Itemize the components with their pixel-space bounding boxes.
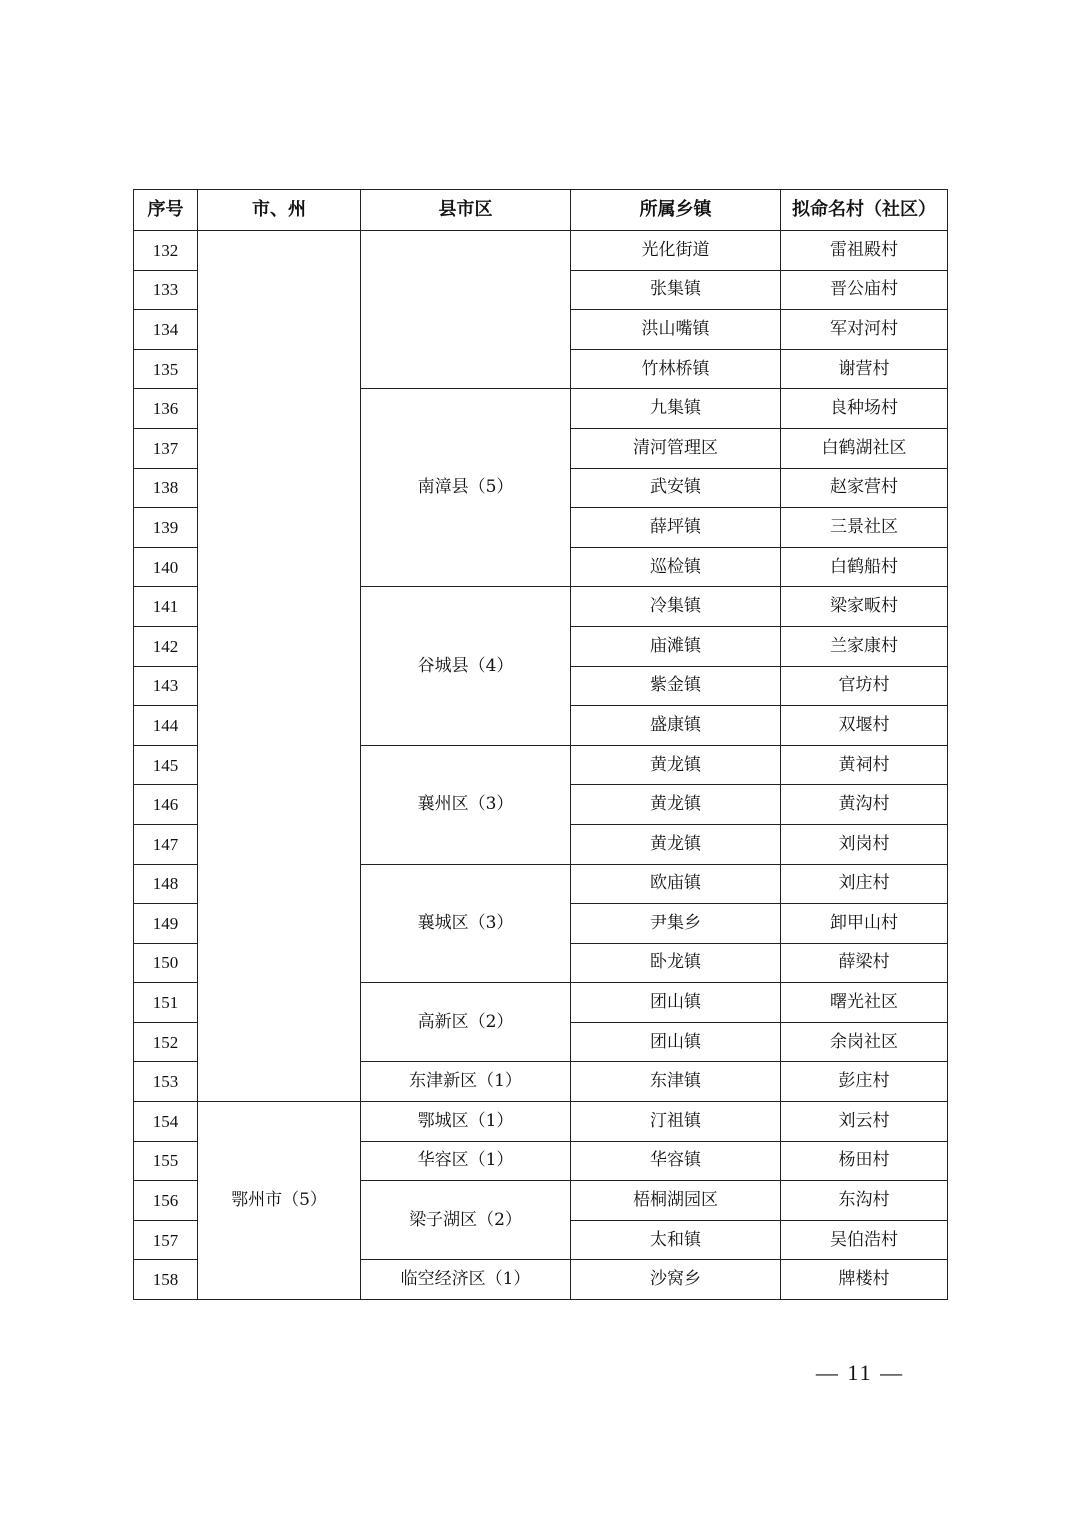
cell-seq: 154: [134, 1102, 198, 1142]
cell-seq: 149: [134, 904, 198, 944]
table-row: [134, 1102, 948, 1142]
cell-village: 余岗社区: [781, 1022, 948, 1062]
cell-city: [198, 231, 361, 1102]
cell-county: 高新区（2）: [361, 983, 571, 1062]
cell-village: 曙光社区: [781, 983, 948, 1023]
cell-county: 临空经济区（1）: [361, 1260, 571, 1300]
cell-village: 三景社区: [781, 508, 948, 548]
cell-seq: 144: [134, 706, 198, 746]
cell-seq: 150: [134, 943, 198, 983]
cell-town: 黄龙镇: [571, 785, 781, 825]
cell-town: 武安镇: [571, 468, 781, 508]
cell-village: 刘云村: [781, 1102, 948, 1142]
cell-town: 清河管理区: [571, 428, 781, 468]
cell-seq: 140: [134, 547, 198, 587]
village-naming-table: [133, 189, 948, 1300]
header-city: 市、州: [198, 190, 361, 231]
cell-seq: 151: [134, 983, 198, 1023]
cell-town: 团山镇: [571, 1022, 781, 1062]
header-village: 拟命名村（社区）: [781, 190, 948, 231]
cell-town: 欧庙镇: [571, 864, 781, 904]
cell-village: 白鹤船村: [781, 547, 948, 587]
cell-city: 鄂州市（5）: [198, 1102, 361, 1300]
cell-seq: 135: [134, 349, 198, 389]
cell-village: 刘庄村: [781, 864, 948, 904]
cell-seq: 156: [134, 1181, 198, 1221]
cell-town: 张集镇: [571, 270, 781, 310]
table-row: [134, 231, 948, 271]
cell-town: 汀祖镇: [571, 1102, 781, 1142]
page-number: — 11 —: [815, 1360, 905, 1385]
cell-county: 梁子湖区（2）: [361, 1181, 571, 1260]
cell-seq: 132: [134, 231, 198, 271]
cell-seq: 137: [134, 428, 198, 468]
cell-village: 吴伯浩村: [781, 1220, 948, 1260]
cell-town: 东津镇: [571, 1062, 781, 1102]
cell-town: 光化街道: [571, 231, 781, 271]
cell-village: 卸甲山村: [781, 904, 948, 944]
header-town: 所属乡镇: [571, 190, 781, 231]
cell-town: 沙窝乡: [571, 1260, 781, 1300]
cell-seq: 134: [134, 310, 198, 350]
table-header: [134, 190, 948, 231]
cell-village: 晋公庙村: [781, 270, 948, 310]
cell-village: 杨田村: [781, 1141, 948, 1181]
cell-seq: 138: [134, 468, 198, 508]
cell-village: 谢营村: [781, 349, 948, 389]
cell-town: 冷集镇: [571, 587, 781, 627]
cell-town: 卧龙镇: [571, 943, 781, 983]
cell-village: 白鹤湖社区: [781, 428, 948, 468]
cell-seq: 158: [134, 1260, 198, 1300]
cell-seq: 136: [134, 389, 198, 429]
cell-village: 赵家营村: [781, 468, 948, 508]
cell-seq: 142: [134, 626, 198, 666]
cell-town: 盛康镇: [571, 706, 781, 746]
cell-town: 巡检镇: [571, 547, 781, 587]
cell-village: 黄祠村: [781, 745, 948, 785]
cell-village: 梁家畈村: [781, 587, 948, 627]
cell-seq: 147: [134, 824, 198, 864]
cell-village: 雷祖殿村: [781, 231, 948, 271]
cell-seq: 153: [134, 1062, 198, 1102]
cell-village: 良种场村: [781, 389, 948, 429]
cell-town: 薛坪镇: [571, 508, 781, 548]
cell-county: 谷城县（4）: [361, 587, 571, 745]
cell-village: 牌楼村: [781, 1260, 948, 1300]
cell-seq: 143: [134, 666, 198, 706]
cell-town: 黄龙镇: [571, 824, 781, 864]
cell-town: 太和镇: [571, 1220, 781, 1260]
cell-seq: 133: [134, 270, 198, 310]
cell-county: 南漳县（5）: [361, 389, 571, 587]
cell-county: 襄城区（3）: [361, 864, 571, 983]
cell-seq: 155: [134, 1141, 198, 1181]
cell-village: 东沟村: [781, 1181, 948, 1221]
cell-town: 黄龙镇: [571, 745, 781, 785]
cell-seq: 146: [134, 785, 198, 825]
cell-village: 官坊村: [781, 666, 948, 706]
cell-town: 梧桐湖园区: [571, 1181, 781, 1221]
cell-county: 鄂城区（1）: [361, 1102, 571, 1142]
cell-village: 薛梁村: [781, 943, 948, 983]
cell-seq: 152: [134, 1022, 198, 1062]
cell-town: 洪山嘴镇: [571, 310, 781, 350]
cell-village: 彭庄村: [781, 1062, 948, 1102]
cell-town: 紫金镇: [571, 666, 781, 706]
header-row: [134, 190, 948, 231]
cell-town: 九集镇: [571, 389, 781, 429]
header-seq: 序号: [134, 190, 198, 231]
cell-seq: 145: [134, 745, 198, 785]
cell-county: 襄州区（3）: [361, 745, 571, 864]
cell-seq: 157: [134, 1220, 198, 1260]
cell-village: 双堰村: [781, 706, 948, 746]
cell-town: 竹林桥镇: [571, 349, 781, 389]
cell-village: 刘岗村: [781, 824, 948, 864]
cell-town: 华容镇: [571, 1141, 781, 1181]
table-body: [134, 231, 948, 1300]
cell-village: 军对河村: [781, 310, 948, 350]
cell-village: 黄沟村: [781, 785, 948, 825]
cell-county: [361, 231, 571, 389]
header-county: 县市区: [361, 190, 571, 231]
cell-seq: 141: [134, 587, 198, 627]
cell-county: 东津新区（1）: [361, 1062, 571, 1102]
cell-town: 庙滩镇: [571, 626, 781, 666]
cell-town: 尹集乡: [571, 904, 781, 944]
cell-town: 团山镇: [571, 983, 781, 1023]
cell-county: 华容区（1）: [361, 1141, 571, 1181]
cell-seq: 148: [134, 864, 198, 904]
cell-seq: 139: [134, 508, 198, 548]
cell-village: 兰家康村: [781, 626, 948, 666]
